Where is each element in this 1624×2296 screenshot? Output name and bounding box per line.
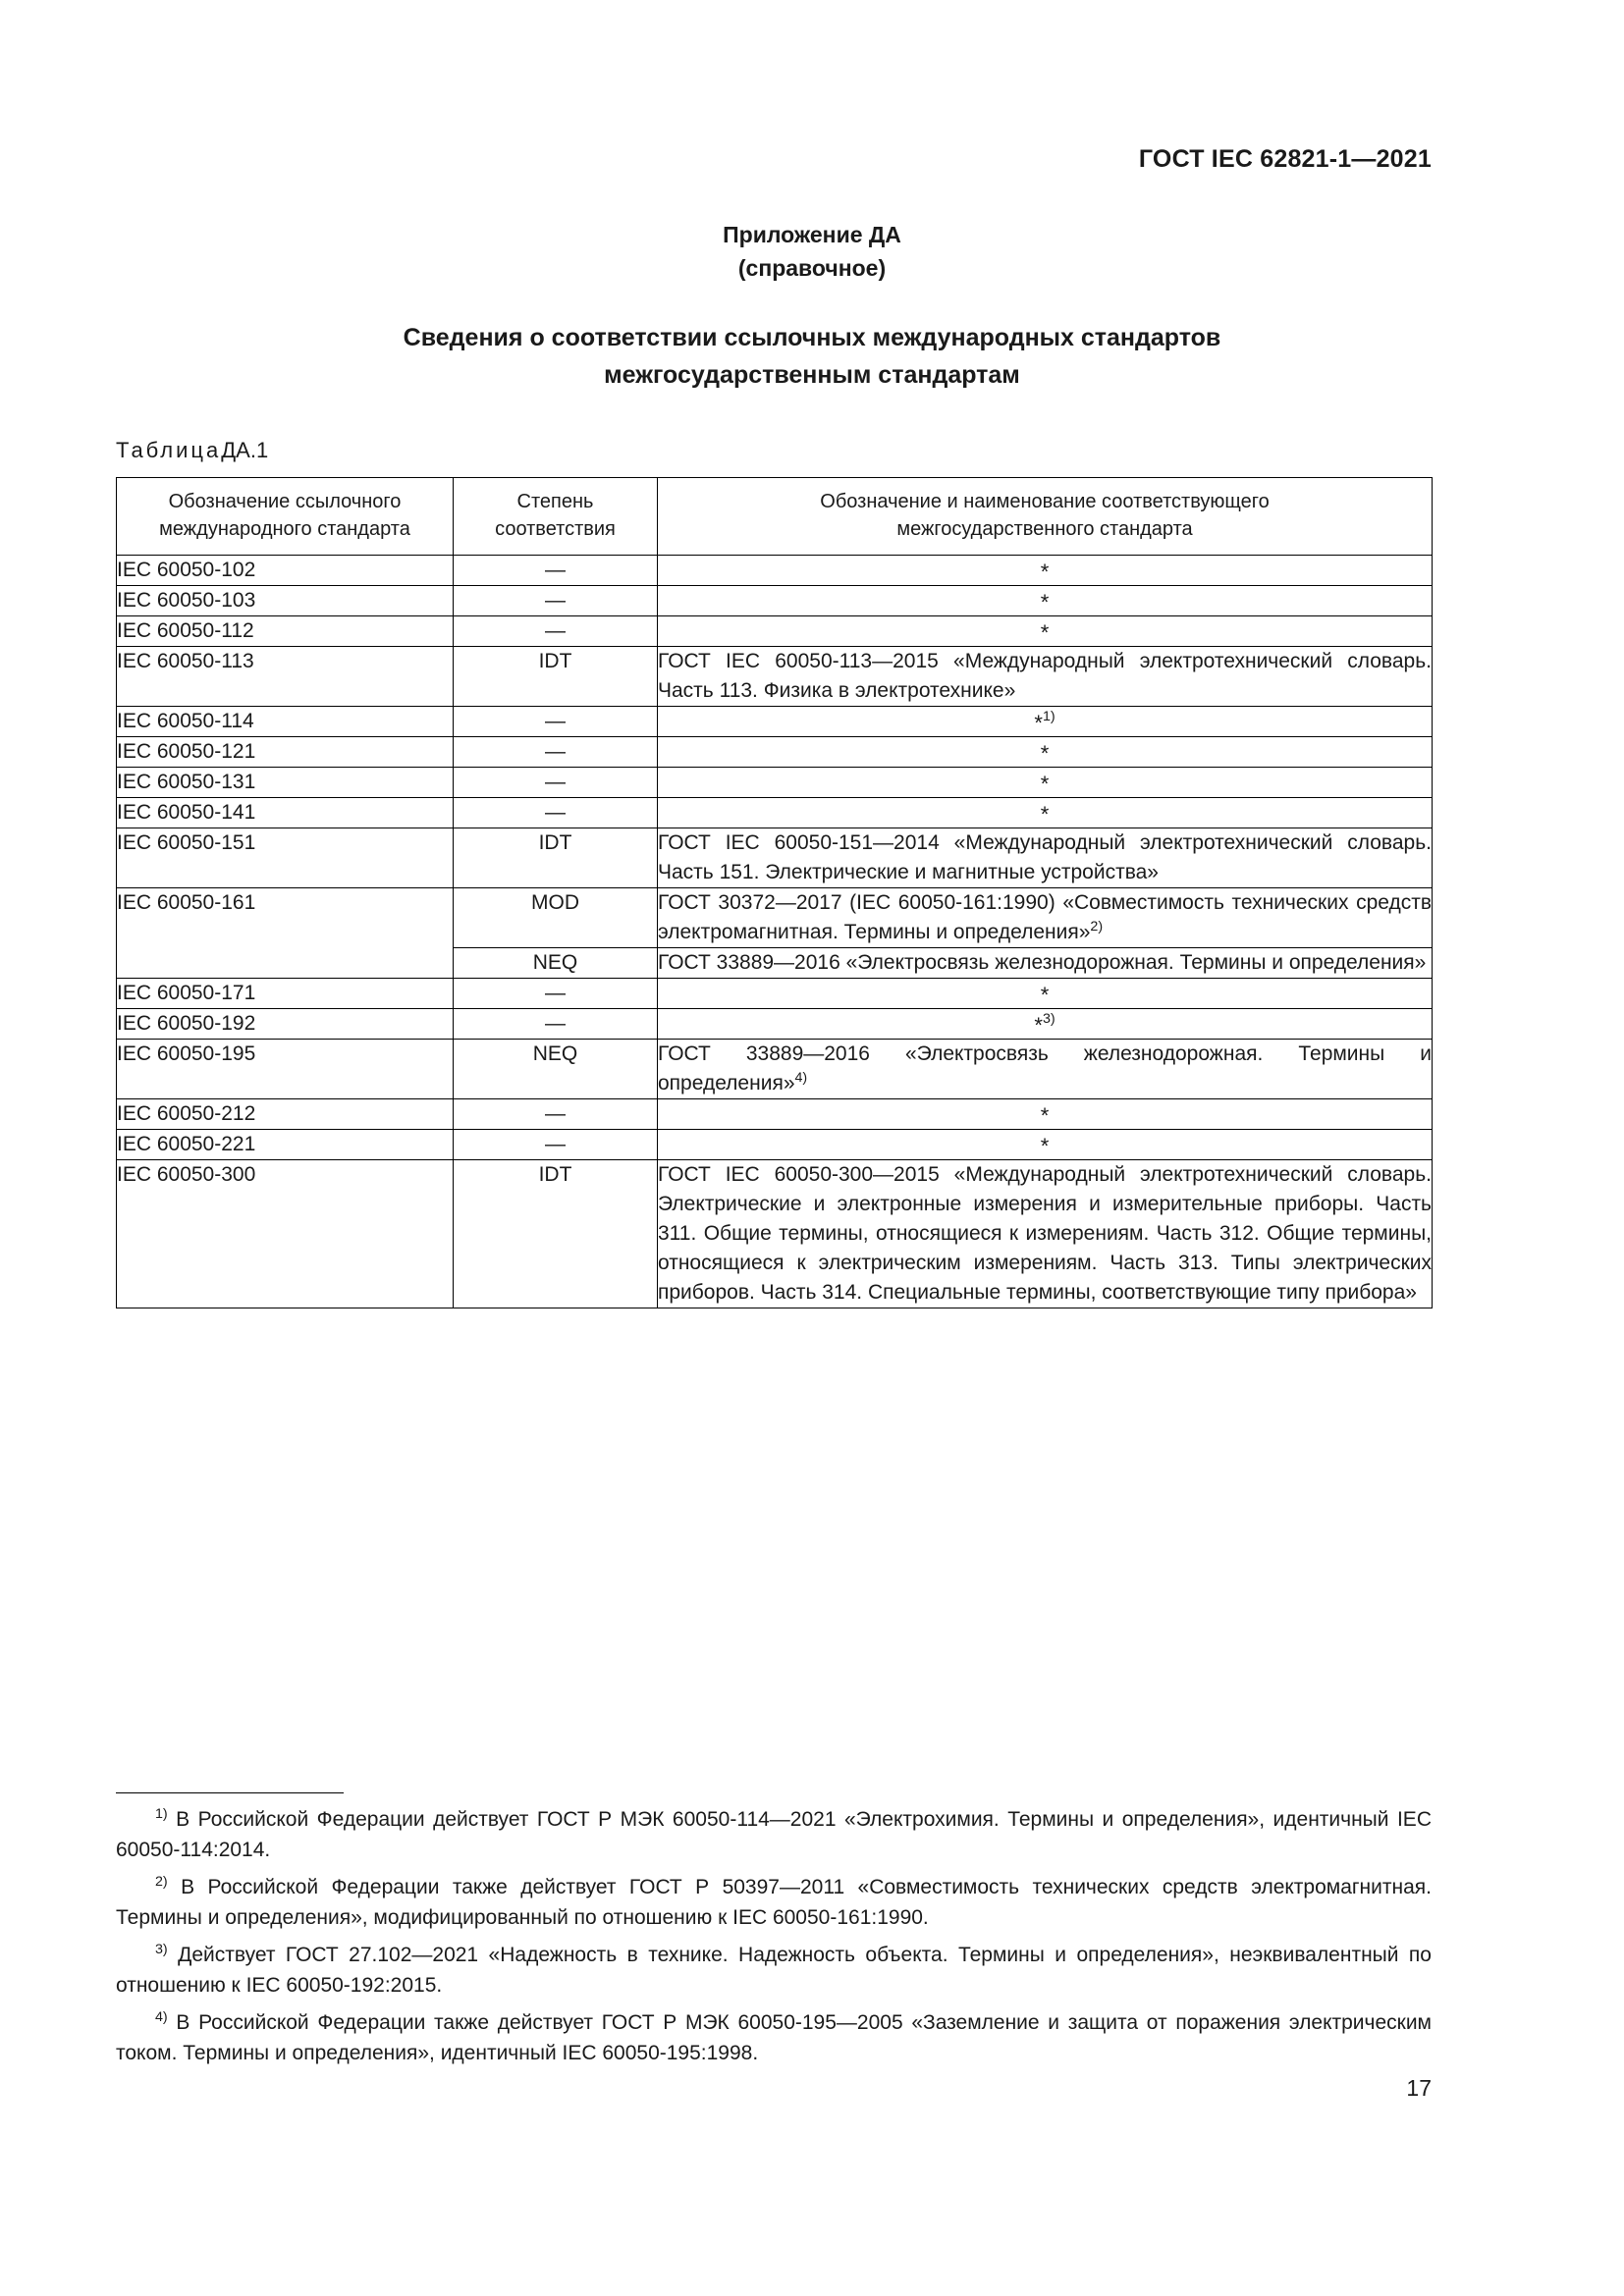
footnote-item (116, 2007, 1432, 2068)
footnote-text: В Российской Федерации действует ГОСТ Р МЭК 60050-114—2021 «Электрохимия. Термины и определения», идентичный IEC 60050-114:2014. (116, 1808, 1432, 1861)
table-caption-number: ДА.1 (221, 438, 269, 462)
cell-degree: — (454, 1099, 658, 1130)
cell-degree: MOD (454, 888, 658, 948)
cell-standard-code: IEC 60050-141 (117, 798, 454, 828)
footnote-marker: 2) (155, 1874, 168, 1890)
cell-degree: — (454, 1009, 658, 1040)
table-caption-label: Таблица (116, 438, 222, 462)
cell-description: ГОСТ IEC 60050-300—2015 «Международный электротехнический словарь. Электрические и электронные измерения и измерительные приборы. Часть 311. Общие термины, относящиеся к измерениям. Часть 312. Общие термины, относящиеся к электрическим измерениям. Часть 313. Типы электрических приборов. Часть 314. Специальные термины, соответствующие типу прибора» (658, 1160, 1433, 1308)
cell-description (658, 888, 1433, 948)
cell-degree: — (454, 586, 658, 616)
asterisk-mark: * (1040, 983, 1050, 1007)
annex-heading-block (0, 218, 1624, 285)
cell-description (658, 616, 1433, 647)
table-row (117, 707, 1433, 737)
header-col2-line1: Степень (516, 491, 594, 512)
table-row (117, 768, 1433, 798)
page-number: 17 (1406, 2075, 1432, 2101)
correspondence-table (116, 477, 1433, 1308)
footnote-item (116, 1872, 1432, 1933)
cell-degree: — (454, 979, 658, 1009)
cell-description: ГОСТ IEC 60050-113—2015 «Международный электротехнический словарь. Часть 113. Физика в электротехнике» (658, 647, 1433, 707)
footnote-ref: 1) (1042, 709, 1056, 724)
annex-title-line1: Сведения о соответствии ссылочных международных стандартов (403, 324, 1221, 351)
cell-description (658, 768, 1433, 798)
cell-degree: — (454, 737, 658, 768)
header-cell-interstate-standard (658, 478, 1433, 556)
footnote-ref: 2) (1090, 919, 1104, 934)
asterisk-mark: * (1040, 772, 1050, 796)
table-row (117, 1099, 1433, 1130)
cell-degree: — (454, 1130, 658, 1160)
cell-standard-code: IEC 60050-131 (117, 768, 454, 798)
cell-standard-code: IEC 60050-221 (117, 1130, 454, 1160)
cell-standard-code: IEC 60050-300 (117, 1160, 454, 1308)
asterisk-mark: * (1040, 802, 1050, 827)
asterisk-mark: * (1040, 741, 1050, 766)
header-cell-reference-standard (117, 478, 454, 556)
cell-standard-code: IEC 60050-192 (117, 1009, 454, 1040)
footnote-text: В Российской Федерации также действует ГОСТ Р 50397—2011 «Совместимость технических средств электромагнитная. Термины и определения», модифицированный по отношению к IEC 60050-161:1990. (116, 1876, 1432, 1929)
cell-description (658, 707, 1433, 737)
cell-degree: NEQ (454, 948, 658, 979)
cell-description (658, 1099, 1433, 1130)
asterisk-mark: * (1040, 560, 1050, 584)
annex-title (0, 319, 1624, 394)
cell-standard-code: IEC 60050-195 (117, 1040, 454, 1099)
cell-standard-code: IEC 60050-171 (117, 979, 454, 1009)
table-header-row (117, 478, 1433, 556)
footnote-separator (116, 1792, 344, 1793)
cell-degree: — (454, 616, 658, 647)
table-caption (116, 438, 268, 463)
cell-standard-code: IEC 60050-161 (117, 888, 454, 979)
header-cell-degree (454, 478, 658, 556)
cell-description (658, 1040, 1433, 1099)
cell-standard-code: IEC 60050-121 (117, 737, 454, 768)
asterisk-mark: * (1040, 1134, 1050, 1158)
cell-description (658, 737, 1433, 768)
cell-standard-code: IEC 60050-212 (117, 1099, 454, 1130)
table-row (117, 1130, 1433, 1160)
description-text: ГОСТ 33889—2016 «Электросвязь железнодорожная. Термины и определения» (658, 1042, 1432, 1095)
footnote-marker: 3) (155, 1942, 168, 1957)
table-row (117, 1040, 1433, 1099)
cell-description (658, 798, 1433, 828)
cell-description (658, 979, 1433, 1009)
footnote-text: Действует ГОСТ 27.102—2021 «Надежность в технике. Надежность объекта. Термины и определения», неэквивалентный по отношению к IEC 60050-192:2015. (116, 1944, 1432, 1997)
cell-description: ГОСТ IEC 60050-151—2014 «Международный электротехнический словарь. Часть 151. Электрические и магнитные устройства» (658, 828, 1433, 888)
annex-name: Приложение ДА (723, 222, 901, 247)
annex-title-line2: межгосударственным стандартам (604, 361, 1020, 389)
annex-kind: (справочное) (737, 255, 887, 281)
table-row (117, 616, 1433, 647)
cell-standard-code: IEC 60050-112 (117, 616, 454, 647)
table-row (117, 1009, 1433, 1040)
table-row (117, 798, 1433, 828)
asterisk-mark: * (1040, 620, 1050, 645)
cell-degree: — (454, 707, 658, 737)
asterisk-mark: * (1040, 1103, 1050, 1128)
cell-degree: IDT (454, 1160, 658, 1308)
footnote-ref: 4) (794, 1070, 808, 1086)
asterisk-mark: * (1034, 1013, 1043, 1038)
table-row (117, 586, 1433, 616)
cell-degree: NEQ (454, 1040, 658, 1099)
footnote-ref: 3) (1042, 1011, 1056, 1027)
header-col3-line1: Обозначение и наименование соответствующего (820, 491, 1270, 512)
description-text: ГОСТ 30372—2017 (IEC 60050-161:1990) «Совместимость технических средств электромагнитная. Термины и определения» (658, 891, 1432, 943)
table-row (117, 1160, 1433, 1308)
cell-degree: — (454, 798, 658, 828)
table-row (117, 647, 1433, 707)
cell-standard-code: IEC 60050-151 (117, 828, 454, 888)
footnote-text: В Российской Федерации также действует ГОСТ Р МЭК 60050-195—2005 «Заземление и защита от поражения электрическим током. Термины и определения», идентичный IEC 60050-195:1998. (116, 2011, 1432, 2064)
cell-description (658, 556, 1433, 586)
footnote-marker: 4) (155, 2009, 168, 2025)
table-row (117, 888, 1433, 948)
table-row (117, 556, 1433, 586)
cell-degree: IDT (454, 828, 658, 888)
footnote-item (116, 1804, 1432, 1865)
cell-degree: — (454, 768, 658, 798)
cell-standard-code: IEC 60050-102 (117, 556, 454, 586)
cell-description: ГОСТ 33889—2016 «Электросвязь железнодорожная. Термины и определения» (658, 948, 1433, 979)
cell-degree: IDT (454, 647, 658, 707)
header-col2-line2: соответствия (495, 518, 616, 540)
header-col3-line2: межгосударственного стандарта (896, 518, 1193, 540)
asterisk-mark: * (1034, 711, 1043, 735)
footnote-marker: 1) (155, 1806, 168, 1822)
running-header: ГОСТ IEC 62821-1—2021 (1138, 145, 1432, 173)
header-col1-line2: международного стандарта (159, 518, 410, 540)
cell-description (658, 1009, 1433, 1040)
footnote-list (116, 1804, 1432, 2068)
asterisk-mark: * (1040, 590, 1050, 614)
table-row (117, 737, 1433, 768)
table-row (117, 979, 1433, 1009)
cell-standard-code: IEC 60050-103 (117, 586, 454, 616)
cell-degree: — (454, 556, 658, 586)
header-col1-line1: Обозначение ссылочного (168, 491, 402, 512)
cell-standard-code: IEC 60050-113 (117, 647, 454, 707)
cell-description (658, 1130, 1433, 1160)
cell-standard-code: IEC 60050-114 (117, 707, 454, 737)
footnote-item (116, 1940, 1432, 2001)
cell-description (658, 586, 1433, 616)
table-row (117, 828, 1433, 888)
